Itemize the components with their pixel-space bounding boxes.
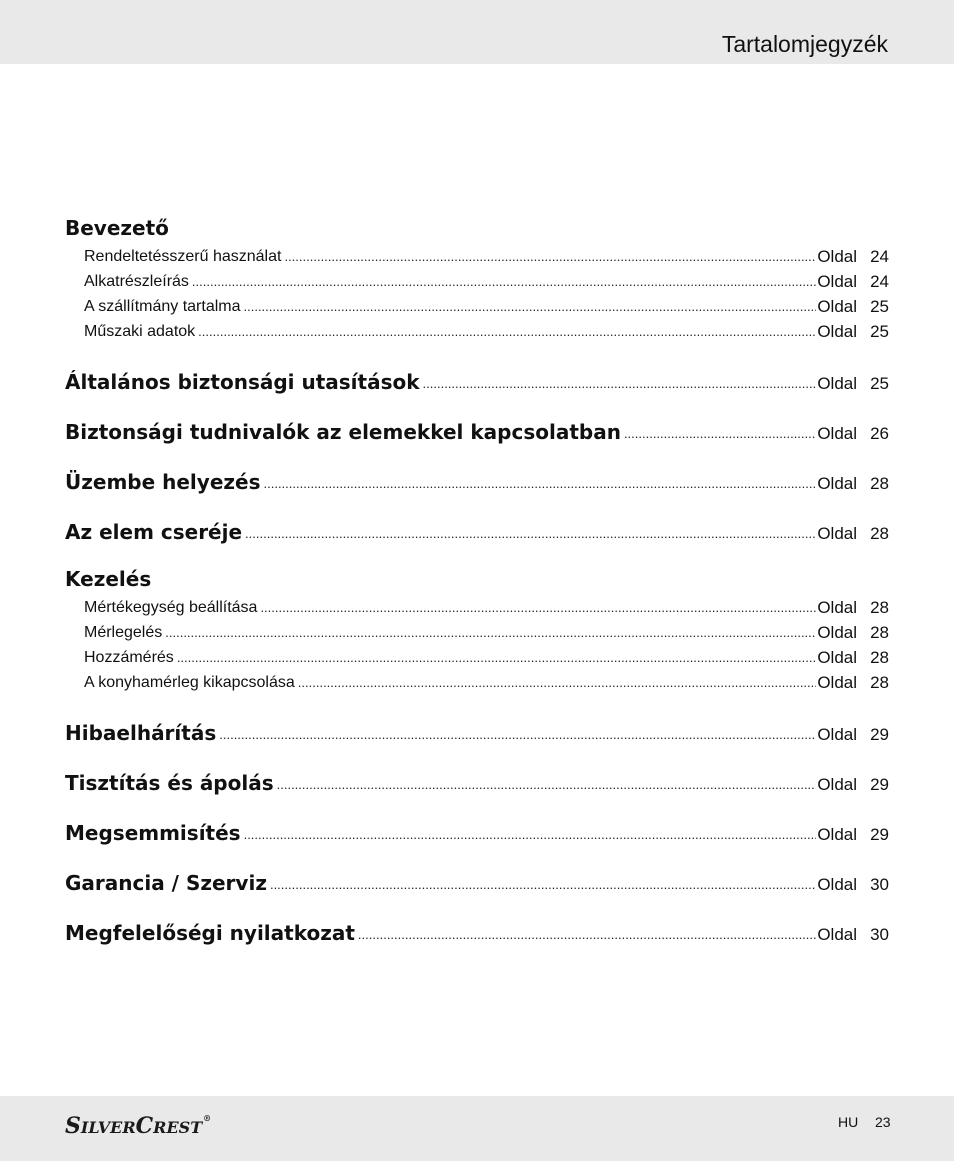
dot-leader [260, 601, 816, 615]
page-word: Oldal [817, 775, 857, 794]
page-number: 28 [870, 648, 889, 667]
toc-entry[interactable] [65, 917, 889, 945]
page-number: 24 [870, 272, 889, 291]
page-reference [817, 272, 889, 292]
page-reference [817, 297, 889, 317]
page-word: Oldal [817, 374, 857, 393]
page-word: Oldal [817, 925, 857, 944]
page-reference [817, 524, 889, 544]
page-number: 28 [870, 598, 889, 617]
toc-entry[interactable] [84, 320, 889, 342]
dot-leader [264, 477, 817, 491]
toc-entry-label: Az elem cseréje [65, 520, 243, 544]
page-reference [817, 598, 889, 618]
brand-logo: SILVERCREST® [65, 1113, 212, 1139]
page-reference [817, 474, 889, 494]
page-reference [817, 648, 889, 668]
page-word: Oldal [817, 272, 857, 291]
page-number: 28 [870, 524, 889, 543]
page-reference [817, 247, 889, 267]
toc-entry-label: Hibaelhárítás [65, 721, 217, 745]
page-number: 30 [870, 925, 889, 944]
page-number: 29 [870, 725, 889, 744]
dot-leader [270, 878, 816, 892]
toc-entry-label: Műszaki adatok [84, 323, 196, 340]
toc-entry-label: Megfelelőségi nyilatkozat [65, 921, 355, 945]
dot-leader [277, 778, 817, 792]
toc-entry[interactable] [84, 245, 889, 267]
dot-leader [245, 527, 816, 541]
toc-entry-label: A konyhamérleg kikapcsolása [84, 674, 295, 691]
page-number: 25 [870, 297, 889, 316]
toc-entry[interactable] [65, 717, 889, 745]
toc-entry[interactable] [65, 366, 889, 394]
page-number: 28 [870, 673, 889, 692]
page-number: 28 [870, 623, 889, 642]
page-word: Oldal [817, 424, 857, 443]
page-word: Oldal [817, 524, 857, 543]
toc-entry[interactable] [84, 646, 889, 668]
toc-entry-label: Biztonsági tudnivalók az elemekkel kapcsolatban [65, 420, 621, 444]
page-reference [817, 623, 889, 643]
toc-entry[interactable] [84, 596, 889, 618]
toc-entry[interactable] [65, 867, 889, 895]
page-number: 25 [870, 322, 889, 341]
toc-entry-label: Hozzámérés [84, 649, 174, 666]
page-word: Oldal [817, 673, 857, 692]
toc-entry-label: A szállítmány tartalma [84, 298, 241, 315]
page-word: Oldal [817, 875, 857, 894]
dot-leader [192, 275, 816, 289]
language-code: HU [838, 1114, 859, 1130]
page-word: Oldal [817, 247, 857, 266]
page-reference [817, 725, 889, 745]
page-title: Tartalomjegyzék [721, 31, 888, 57]
dot-leader [284, 250, 816, 264]
toc-entry[interactable] [65, 817, 889, 845]
page-footer [0, 1096, 954, 1161]
toc-entry[interactable] [65, 466, 889, 494]
page-word: Oldal [817, 598, 857, 617]
page-word: Oldal [817, 623, 857, 642]
toc-section-heading: Kezelés [65, 567, 152, 591]
page-reference [817, 673, 889, 693]
page-word: Oldal [817, 825, 857, 844]
toc-entry-label: Mérlegelés [84, 624, 163, 641]
toc-entry[interactable] [65, 416, 889, 444]
toc-entry[interactable] [84, 295, 889, 317]
toc-entry[interactable] [84, 671, 889, 693]
page-number: 29 [870, 825, 889, 844]
toc-entry-label: Mértékegység beállítása [84, 599, 258, 616]
toc-entry-label: Általános biztonsági utasítások [65, 370, 420, 394]
toc-entry-label: Megsemmisítés [65, 821, 241, 845]
toc-entry[interactable] [84, 621, 889, 643]
toc-entry[interactable] [65, 516, 889, 544]
dot-leader [423, 377, 817, 391]
page-word: Oldal [817, 322, 857, 341]
toc-section-heading: Bevezető [65, 216, 169, 240]
dot-leader [219, 728, 816, 742]
page-reference [817, 875, 889, 895]
page-reference [817, 925, 889, 945]
dot-leader [298, 676, 817, 690]
dot-leader [198, 325, 816, 339]
toc-entry-label: Üzembe helyezés [65, 470, 261, 494]
page-word: Oldal [817, 297, 857, 316]
dot-leader [165, 626, 816, 640]
toc-entry[interactable] [65, 767, 889, 795]
page-number: 28 [870, 474, 889, 493]
page-number: 30 [870, 875, 889, 894]
page-reference [817, 775, 889, 795]
toc-entry-label: Tisztítás és ápolás [65, 771, 274, 795]
toc-entry[interactable] [84, 270, 889, 292]
page-reference [817, 374, 889, 394]
page-number: 29 [870, 775, 889, 794]
page-word: Oldal [817, 474, 857, 493]
page-number: 26 [870, 424, 889, 443]
toc-entry-label: Garancia / Szerviz [65, 871, 267, 895]
dot-leader [244, 300, 817, 314]
page-header [0, 0, 954, 64]
page-number: 25 [870, 374, 889, 393]
page-word: Oldal [817, 648, 857, 667]
page-reference [817, 825, 889, 845]
dot-leader [177, 651, 817, 665]
dot-leader [624, 427, 816, 441]
page-number: 24 [870, 247, 889, 266]
dot-leader [244, 828, 817, 842]
toc-entry-label: Alkatrészleírás [84, 273, 189, 290]
dot-leader [358, 928, 816, 942]
page-word: Oldal [817, 725, 857, 744]
toc-entry-label: Rendeltetésszerű használat [84, 248, 282, 265]
page-number-footer: 23 [875, 1114, 891, 1130]
page-reference [817, 322, 889, 342]
page-reference [817, 424, 889, 444]
